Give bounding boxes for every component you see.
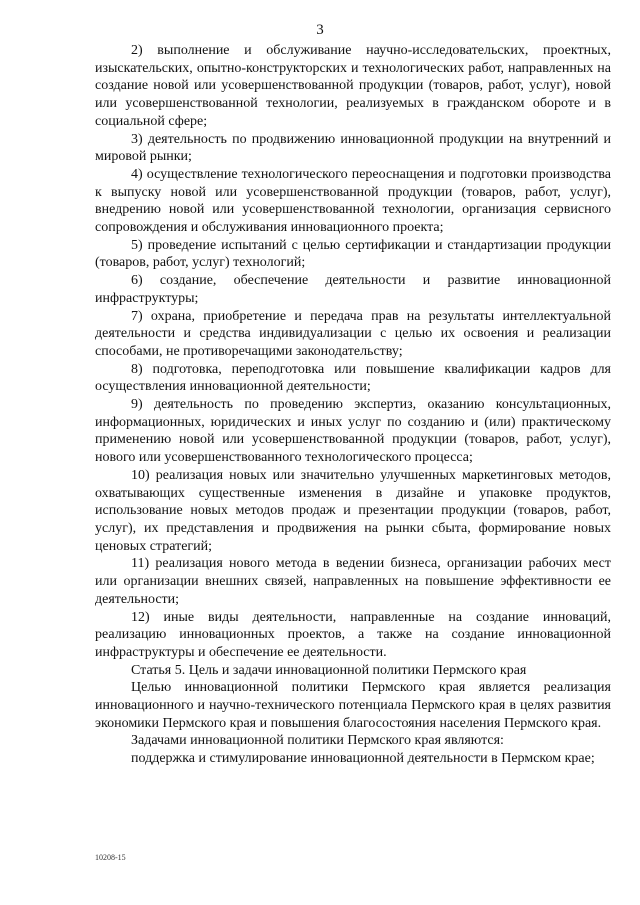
list-item-7: 7) охрана, приобретение и передача прав на результаты интеллектуальной деятельности и средства индивидуализации с целью их освоения и реализации способами, не противоречащими законодательству; [95,308,611,359]
list-item-5: 5) проведение испытаний с целью сертификации и стандартизации продукции (товаров, работ, услуг) технологий; [95,237,611,271]
list-item-6: 6) создание, обеспечение деятельности и развитие инновационной инфраструктуры; [95,273,611,306]
article-heading: Статья 5. Цель и задачи инновационной политики Пермского края [131,662,527,678]
list-item-8: 8) подготовка, переподготовка или повышение квалификации кадров для осуществления инновационной деятельности; [95,361,611,395]
page-number: 3 [316,22,324,38]
document-body [95,42,611,768]
task-item: поддержка и стимулирование инновационной деятельности в Пермском крае; [131,751,595,767]
document-code: 10208-15 [95,853,126,862]
list-item-9: 9) деятельность по проведению экспертиз, оказанию консультационных, информационных, юридических и иных услуг по созданию и (или) практическому применению новой или усовершенствованной продукции (товаров, работ, услуг), нового или усовершенствованного технологического процесса; [95,397,611,466]
list-item-2: 2) выполнение и обслуживание научно-исследовательских, проектных, изыскательских, опытно-конструкторских и технологических работ, направленных на создание новой или усовершенствованной продукции (товаров, работ, услуг), новой или усовершенствованной технологии, реализуемых в гражданском обороте и в социальной сфере; [95,43,611,129]
list-item-11: 11) реализация нового метода в ведении бизнеса, организации рабочих мест или организации внешних связей, направленных на повышение эффективности ее деятельности; [95,556,611,607]
goal-paragraph: Целью инновационной политики Пермского края является реализация инновационного и научно-технического потенциала Пермского края в целях развития экономики Пермского края и повышения благосостояния населения Пермского края. [95,680,611,731]
list-item-4: 4) осуществление технологического переоснащения и подготовки производства к выпуску новой или усовершенствованной продукции (товаров, работ, услуг), внедрению новой или усовершенствованной технологии, организация сервисного сопровождения и обслуживания инновационного проекта; [95,166,611,236]
list-item-3: 3) деятельность по продвижению инновационной продукции на внутренний и мировой рынки; [95,131,611,165]
list-item-12: 12) иные виды деятельности, направленные на создание инноваций, реализацию инновационных проектов, а также на создание инновационной инфраструктуры и обеспечение ее деятельности. [95,609,611,660]
tasks-intro: Задачами инновационной политики Пермского края являются: [131,733,504,749]
list-item-10: 10) реализация новых или значительно улучшенных маркетинговых методов, охватывающих существенные изменения в дизайне и упаковке продуктов, использование новых методов продаж и презентации продукции (товаров, работ, услуг), их представления и продвижения на рынки сбыта, формирование новых ценовых стратегий; [95,467,611,554]
